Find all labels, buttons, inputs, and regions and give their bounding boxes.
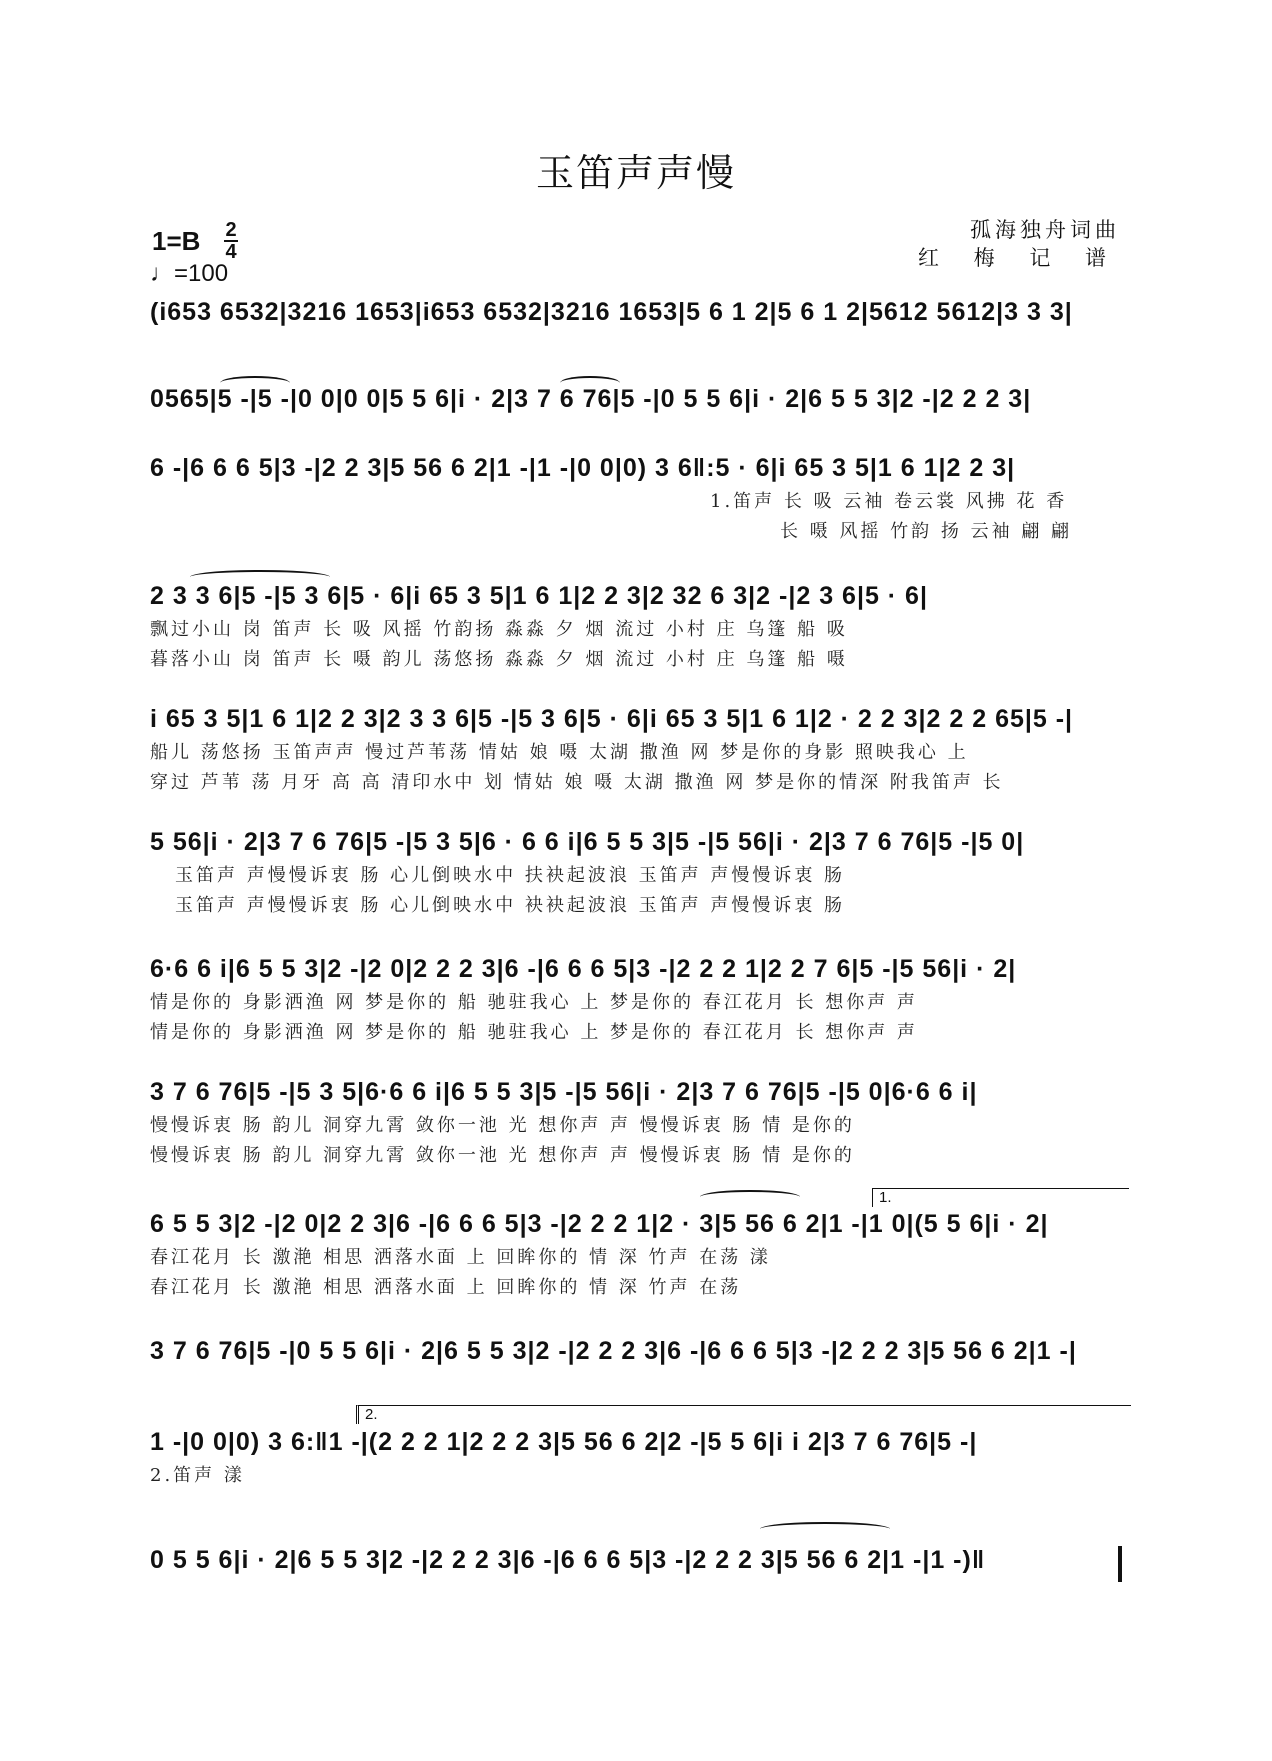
- lyrics-verse-1: 情是你的 身影洒渔 网 梦是你的 船 驰驻我心 上 梦是你的 春江花月 长 想你声 声: [150, 992, 918, 1013]
- second-ending-bracket: [356, 1405, 1131, 1424]
- lyrics-verse-2: 春江花月 长 激滟 相思 洒落水面 上 回眸你的 情 深 竹声 在荡: [150, 1277, 742, 1298]
- score-system-11: [150, 1428, 1120, 1487]
- notes-line: 6 -|6 6 6 5|3 -|2 2 3|5 56 6 2|1 -|1 -|0 0|0) 3 6‖:5 · 6|i 65 3 5|1 6 1|2 2 3|: [150, 454, 1016, 482]
- time-signature: [224, 220, 238, 262]
- first-ending-bracket: [872, 1188, 1129, 1207]
- lyrics-verse-1: 飘过小山 岗 笛声 长 吸 风摇 竹韵扬 淼淼 夕 烟 流过 小村 庄 乌篷 船 吸: [150, 619, 848, 640]
- score-system-10: [150, 1337, 1120, 1366]
- notes-line: 6 5 5 3|2 -|2 0|2 2 3|6 -|6 6 6 5|3 -|2 2 2 1|2 · 3|5 56 6 2|1 -|1 0|(5 5 6|i · 2|: [150, 1210, 1049, 1238]
- score-system-4: [150, 582, 1120, 671]
- transcriber-credit: 红 梅 记 谱: [917, 246, 1120, 270]
- notes-line: i 65 3 5|1 6 1|2 2 3|2 3 3 6|5 -|5 3 6|5 · 6|i 65 3 5|1 6 1|2 · 2 2 3|2 2 2 65|5 -|: [150, 705, 1074, 733]
- score-system-3: [150, 454, 1120, 543]
- score-system-5: [150, 705, 1120, 794]
- lyrics-verse-1: 船儿 荡悠扬 玉笛声声 慢过芦苇荡 情姑 娘 嗫 太湖 撒渔 网 梦是你的身影 照映我心 上: [150, 742, 969, 763]
- score-system-2: [150, 385, 1120, 414]
- notes-line: 6·6 6 i|6 5 5 3|2 -|2 0|2 2 2 3|6 -|6 6 6 5|3 -|2 2 2 1|2 2 7 6|5 -|5 56|i · 2|: [150, 955, 1017, 983]
- lyrics-verse-1: 春江花月 长 激滟 相思 洒落水面 上 回眸你的 情 深 竹声 在荡 漾: [150, 1247, 771, 1268]
- second-ending-label: 2.: [365, 1406, 378, 1423]
- lyrics-verse-2: 玉笛声 声慢慢诉衷 肠 心儿倒映水中 袂袂起波浪 玉笛声 声慢慢诉衷 肠: [175, 895, 846, 916]
- score-system-1: [150, 298, 1120, 327]
- score-system-12: [150, 1546, 1120, 1575]
- slur-mark: [760, 1522, 890, 1536]
- slur-mark: [190, 570, 330, 584]
- lyrics-verse-1: 玉笛声 声慢慢诉衷 肠 心儿倒映水中 扶袂起波浪 玉笛声 声慢慢诉衷 肠: [175, 865, 846, 886]
- lyrics-verse-2: 情是你的 身影洒渔 网 梦是你的 船 驰驻我心 上 梦是你的 春江花月 长 想你声 声: [150, 1022, 918, 1043]
- notes-line: 3 7 6 76|5 -|5 3 5|6·6 6 i|6 5 5 3|5 -|5 56|i · 2|3 7 6 76|5 -|5 0|6·6 6 i|: [150, 1078, 978, 1106]
- song-title: 玉笛声声慢: [535, 151, 736, 195]
- lyrics-verse-2: 慢慢诉衷 肠 韵儿 洞穿九霄 敛你一池 光 想你声 声 慢慢诉衷 肠 情 是你的: [150, 1145, 855, 1166]
- lyrics-verse-1: 慢慢诉衷 肠 韵儿 洞穿九霄 敛你一池 光 想你声 声 慢慢诉衷 肠 情 是你的: [150, 1115, 855, 1136]
- score-system-9: [150, 1210, 1120, 1299]
- score-system-6: [150, 828, 1120, 917]
- score-system-7: [150, 955, 1120, 1044]
- lyrics-verse-1: 2.笛声 漾: [150, 1465, 245, 1486]
- notes-line: 3 7 6 76|5 -|0 5 5 6|i · 2|6 5 5 3|2 -|2 2 2 3|6 -|6 6 6 5|3 -|2 2 2 3|5 56 6 2|1 -|: [150, 1337, 1077, 1365]
- notes-line: 0565|5 -|5 -|0 0|0 0|5 5 6|i · 2|3 7 6 76|5 -|0 5 5 6|i · 2|6 5 5 3|2 -|2 2 2 3|: [150, 385, 1032, 413]
- composer-credit: 孤海独舟词曲: [970, 218, 1120, 242]
- time-signature-bottom: 4: [225, 241, 237, 263]
- notes-line: 1 -|0 0|0) 3 6:‖1 -|(2 2 2 1|2 2 2 3|5 56 6 2|2 -|5 5 6|i i 2|3 7 6 76|5 -|: [150, 1428, 978, 1456]
- slur-mark: [220, 376, 290, 390]
- tempo-marking: ♩=100: [150, 260, 229, 287]
- score-system-8: [150, 1078, 1120, 1167]
- lyrics-verse-2: 长 嗫 风摇 竹韵 扬 云袖 翩 翩: [780, 521, 1073, 542]
- first-ending-label: 1.: [879, 1189, 892, 1206]
- notes-line: 0 5 5 6|i · 2|6 5 5 3|2 -|2 2 2 3|6 -|6 6 6 5|3 -|2 2 2 3|5 56 6 2|1 -|1 -)‖: [150, 1546, 986, 1574]
- notes-line: 5 56|i · 2|3 7 6 76|5 -|5 3 5|6 · 6 6 i|6 5 5 3|5 -|5 56|i · 2|3 7 6 76|5 -|5 0|: [150, 828, 1025, 856]
- time-signature-top: 2: [225, 219, 237, 241]
- slur-mark: [560, 376, 620, 390]
- lyrics-verse-2: 暮落小山 岗 笛声 长 嗫 韵儿 荡悠扬 淼淼 夕 烟 流过 小村 庄 乌篷 船 嗫: [150, 649, 848, 670]
- notes-line: 2 3 3 6|5 -|5 3 6|5 · 6|i 65 3 5|1 6 1|2 2 3|2 32 6 3|2 -|2 3 6|5 · 6|: [150, 582, 928, 610]
- lyrics-verse-2: 穿过 芦苇 荡 月牙 高 高 清印水中 划 情姑 娘 嗫 太湖 撒渔 网 梦是你的情深 附我笛声 长: [150, 772, 1004, 793]
- notes-line: (i653 6532|3216 1653|i653 6532|3216 1653|5 6 1 2|5 6 1 2|5612 5612|3 3 3|: [150, 298, 1073, 326]
- lyrics-verse-1: 1.笛声 长 吸 云袖 卷云裳 风拂 花 香: [710, 491, 1068, 512]
- key-signature: 1=B: [152, 226, 201, 256]
- slur-mark: [700, 1190, 800, 1204]
- final-barline: [1118, 1546, 1122, 1582]
